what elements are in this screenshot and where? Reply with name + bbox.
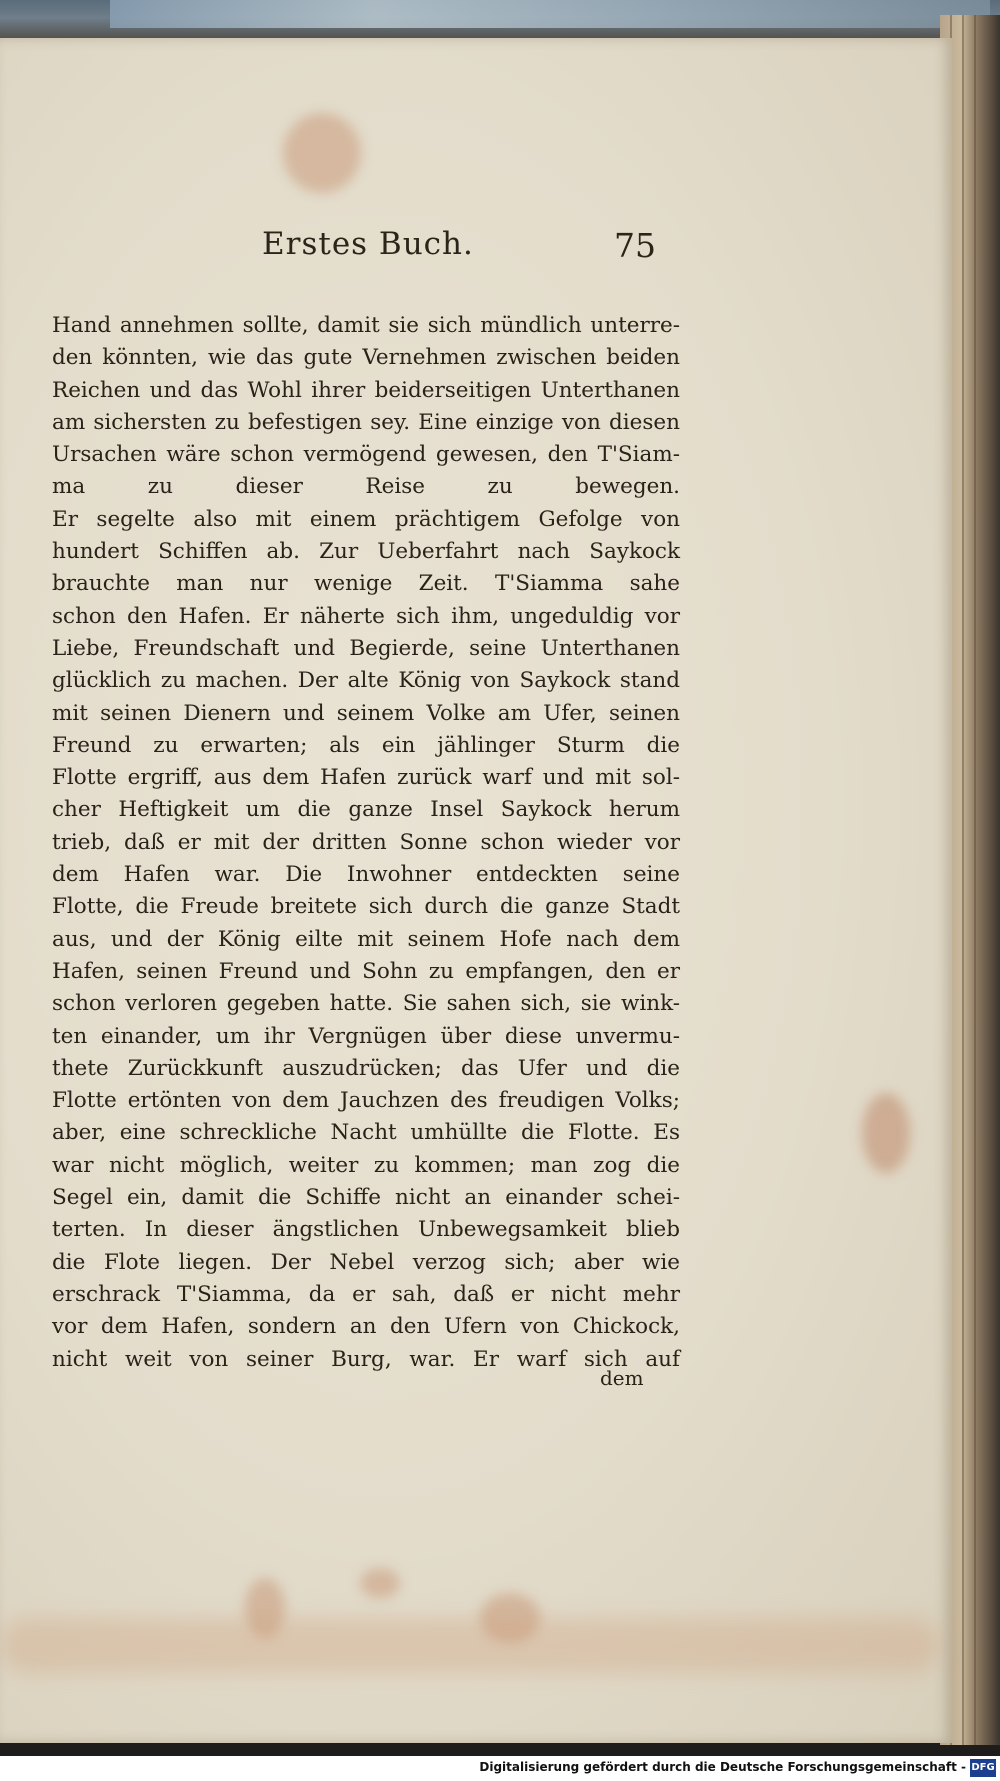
text-line: nicht weit von seiner Burg, war. Er warf sich auf — [52, 1346, 680, 1372]
text-line: schon den Hafen. Er näherte sich ihm, ungeduldig vor — [52, 603, 680, 629]
text-line: mit seinen Dienern und seinem Volke am Ufer, seinen — [52, 700, 680, 726]
text-line: trieb, daß er mit der dritten Sonne schon wieder vor — [52, 829, 680, 855]
dfg-logo: DFG — [970, 1759, 996, 1777]
text-line: vor dem Hafen, sondern an den Ufern von Chickock, — [52, 1314, 680, 1340]
marbled-cover-edge — [110, 0, 990, 28]
text-line: aber, eine schreckliche Nacht umhüllte die Flotte. Es — [52, 1120, 680, 1146]
text-line: war nicht möglich, weiter zu kommen; man zog die — [52, 1152, 680, 1178]
text-line: hundert Schiffen ab. Zur Ueberfahrt nach Saykock — [52, 539, 680, 565]
page-number: 75 — [614, 226, 656, 265]
text-line: thete Zurückkunft auszudrücken; das Ufer und die — [52, 1055, 680, 1081]
book-page — [0, 38, 952, 1743]
text-line: Flotte ergriff, aus dem Hafen zurück warf und mit sol- — [52, 765, 680, 791]
text-line: ten einander, um ihr Vergnügen über diese unvermu- — [52, 1023, 680, 1049]
text-line: Reichen und das Wohl ihrer beiderseitigen Unterthanen — [52, 377, 680, 403]
text-line: Freund zu erwarten; als ein jählinger Sturm die — [52, 732, 680, 758]
text-line: cher Heftigkeit um die ganze Insel Saykock herum — [52, 797, 680, 823]
text-line: Hafen, seinen Freund und Sohn zu empfangen, den er — [52, 958, 680, 984]
text-line: Segel ein, damit die Schiffe nicht an einander schei- — [52, 1185, 680, 1211]
running-head-title: Erstes Buch. — [262, 226, 474, 262]
text-line: am sichersten zu befestigen sey. Eine einzige von diesen — [52, 409, 680, 435]
text-line: terten. In dieser ängstlichen Unbewegsamkeit blieb — [52, 1217, 680, 1243]
digitization-footer — [0, 1756, 1000, 1781]
text-line: Ursachen wäre schon vermögend gewesen, den T'Siam- — [52, 442, 680, 468]
text-line: die Flote liegen. Der Nebel verzog sich; aber wie — [52, 1249, 680, 1275]
text-line: Hand annehmen sollte, damit sie sich mündlich unterre- — [52, 313, 680, 338]
funding-credit: Digitalisierung gefördert durch die Deutsche Forschungsgemeinschaft - — [479, 1760, 966, 1774]
text-line: Liebe, Freundschaft und Begierde, seine Unterthanen — [52, 635, 680, 661]
text-line: glücklich zu machen. Der alte König von Saykock stand — [52, 668, 680, 694]
text-line: Flotte ertönten von dem Jauchzen des freudigen Volks; — [52, 1088, 680, 1114]
text-line: brauchte man nur wenige Zeit. T'Siamma sahe — [52, 571, 680, 597]
water-stain — [0, 1618, 940, 1673]
catchword: dem — [600, 1366, 644, 1390]
text-line: ma zu dieser Reise zu bewegen. — [52, 474, 680, 500]
foxing-stain — [360, 1568, 400, 1598]
running-head — [0, 226, 952, 276]
body-text — [52, 310, 680, 1376]
text-line: aus, und der König eilte mit seinem Hofe nach dem — [52, 926, 680, 952]
text-line: erschrack T'Siamma, da er sah, daß er nicht mehr — [52, 1281, 680, 1307]
foxing-stain — [862, 1093, 910, 1173]
foxing-stain — [283, 113, 361, 193]
text-line: Flotte, die Freude breitete sich durch die ganze Stadt — [52, 894, 680, 920]
text-line: den könnten, wie das gute Vernehmen zwischen beiden — [52, 345, 680, 371]
text-line: Er segelte also mit einem prächtigem Gefolge von — [52, 506, 680, 532]
text-line: schon verloren gegeben hatte. Sie sahen sich, sie wink- — [52, 991, 680, 1017]
text-line: dem Hafen war. Die Inwohner entdeckten seine — [52, 862, 680, 888]
